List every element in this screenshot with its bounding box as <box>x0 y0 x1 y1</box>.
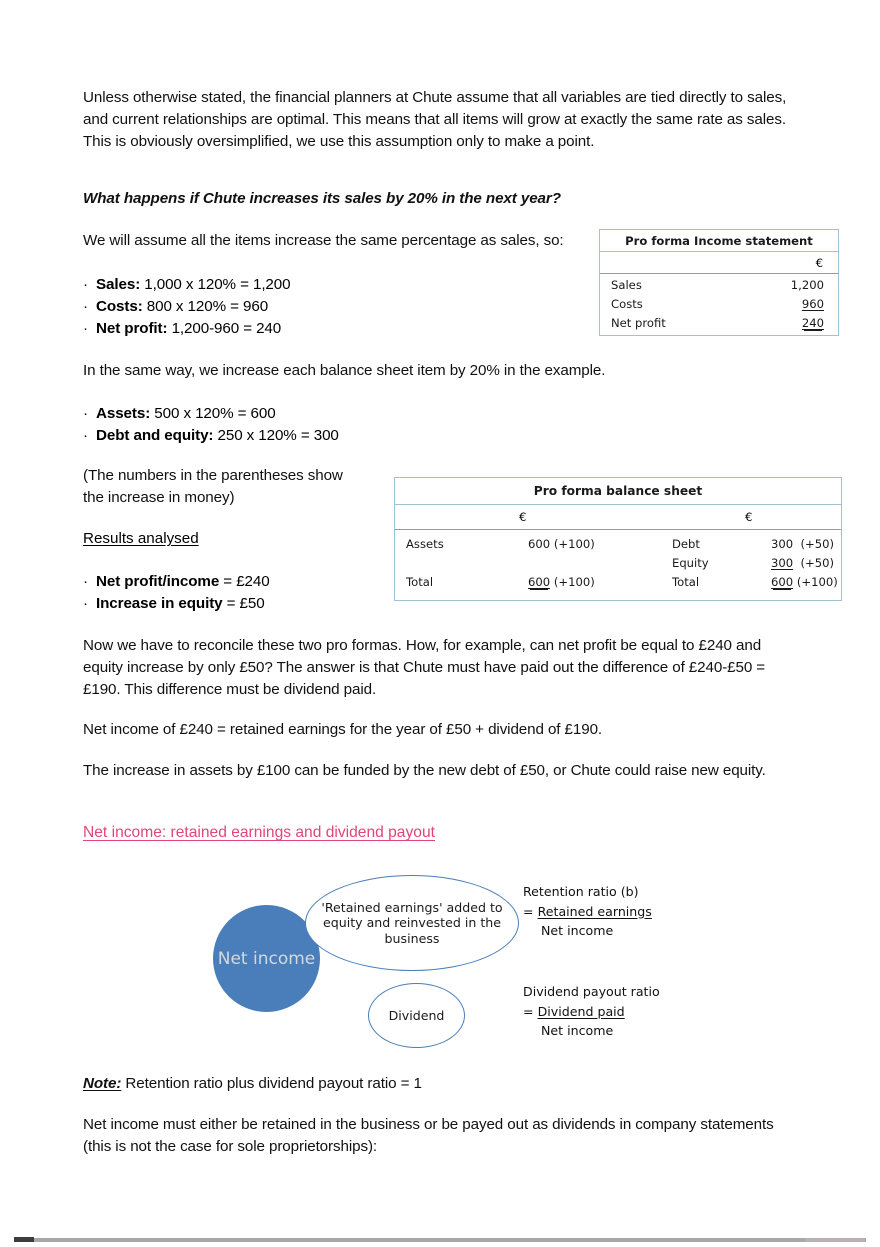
pro-forma-income-statement-table <box>599 229 839 336</box>
table-title: Pro forma balance sheet <box>395 478 841 505</box>
list-item <box>83 403 339 425</box>
currency-symbol-right: € <box>745 510 753 524</box>
amount: 300 <box>771 537 794 551</box>
bottom-scrollbar-thumb[interactable] <box>14 1237 34 1242</box>
section-link-heading[interactable]: Net income: retained earnings and dividend payout <box>83 824 435 841</box>
list-item-lead: Net profit/income <box>96 573 220 590</box>
paragraph-balance-intro: In the same way, we increase each balance sheet item by 20% in the example. <box>83 362 606 379</box>
dividend-payout-ratio-formula <box>523 982 660 1041</box>
note-lead: Note: <box>83 1075 122 1092</box>
row-value-total-right <box>771 575 838 589</box>
results-analysed-heading: Results analysed <box>83 530 199 547</box>
list-item <box>83 318 290 340</box>
table-body <box>600 274 838 335</box>
delta: (+100) <box>553 537 595 551</box>
results-bullet-list <box>83 571 270 615</box>
table-currency-row <box>395 505 841 530</box>
list-item <box>83 425 339 447</box>
table-body <box>395 530 841 600</box>
row-label-equity: Equity <box>672 556 709 570</box>
list-item <box>83 593 270 615</box>
amount: 600 <box>528 575 551 589</box>
retention-ratio-numerator: Retained earnings <box>537 903 652 919</box>
paragraph-assets-increase: The increase in assets by £100 can be funded by the new debt of £50, or Chute could raise new equity. <box>83 762 766 779</box>
amount: 600 <box>528 537 551 551</box>
paragraph-reconcile: Now we have to reconcile these two pro formas. How, for example, can net profit be equal to £240 and equity increase by only £50? The answer is that Chute must have paid out the difference of £240-£50 = £190. This difference must be dividend paid. <box>83 637 766 699</box>
delta: (+50) <box>800 537 835 551</box>
bullet-icon: · <box>83 573 88 590</box>
delta: (+100) <box>796 575 838 589</box>
table-currency-row <box>600 252 838 274</box>
note-line <box>83 1073 798 1095</box>
row-value-assets <box>528 537 595 551</box>
retention-ratio-formula <box>523 882 652 941</box>
question-heading: What happens if Chute increases its sales by 20% in the next year? <box>83 190 561 207</box>
note-rest: Retention ratio plus dividend payout ratio = 1 <box>121 1075 422 1092</box>
bullet-icon: · <box>83 320 88 338</box>
amount: 600 <box>771 575 794 589</box>
list-item-rest: 1,000 x 120% = 1,200 <box>140 276 291 293</box>
list-item-lead: Assets: <box>96 405 151 422</box>
currency-symbol-left: € <box>519 510 527 524</box>
row-label-total-right: Total <box>672 575 700 589</box>
balance-bullet-list <box>83 403 339 447</box>
paragraph-assume: We will assume all the items increase the same percentage as sales, so: <box>83 232 564 249</box>
delta: (+100) <box>553 575 595 589</box>
list-item-rest: 800 x 120% = 960 <box>142 298 269 316</box>
amount: 300 <box>771 556 794 570</box>
table-title: Pro forma Income statement <box>600 230 838 252</box>
list-item-lead: Costs: <box>96 298 143 316</box>
retention-ratio-denominator: Net income <box>541 923 614 938</box>
row-label-debt: Debt <box>672 537 700 551</box>
delta: (+50) <box>800 556 835 570</box>
row-label-sales: Sales <box>611 278 642 292</box>
dividend-payout-ratio-equals: = <box>523 1003 534 1019</box>
double-rule-value: 240 <box>801 316 824 330</box>
retention-ratio-equals: = <box>523 903 534 919</box>
list-item <box>83 571 270 593</box>
row-value-total-left <box>528 575 595 589</box>
net-income-circle: Net income <box>213 905 320 1012</box>
bullet-icon: · <box>83 427 88 445</box>
paragraph-intro: Unless otherwise stated, the financial planners at Chute assume that all variables are tied directly to sales, and current relationships are optimal. This means that all items will grow at exactly the same rate as sales. This is obviously oversimplified, we use this assumption only to make a point. <box>83 89 787 151</box>
bullet-icon: · <box>83 405 88 422</box>
list-item-rest: 1,200-960 = 240 <box>167 320 282 338</box>
income-bullet-list <box>83 274 290 341</box>
paragraph-closing: Net income must either be retained in the business or be payed out as dividends in company statements (this is not the case for sole proprietorships): <box>83 1116 774 1156</box>
retained-earnings-ellipse: 'Retained earnings' added to equity and reinvested in the business <box>305 875 519 971</box>
bullet-icon: · <box>83 298 88 316</box>
list-item-rest: 500 x 120% = 600 <box>150 405 276 422</box>
bullet-icon: · <box>83 276 88 293</box>
dividend-payout-ratio-denominator: Net income <box>541 1023 614 1038</box>
retention-ratio-title: Retention ratio (b) <box>523 884 639 899</box>
row-label-assets: Assets <box>406 537 444 551</box>
row-value-sales: 1,200 <box>790 278 824 292</box>
row-value-equity <box>771 556 834 570</box>
dividend-payout-ratio-title: Dividend payout ratio <box>523 984 660 999</box>
row-label-total-left: Total <box>406 575 434 589</box>
dividend-payout-ratio-numerator: Dividend paid <box>537 1003 625 1019</box>
row-label-costs: Costs <box>611 297 643 311</box>
list-item <box>83 274 290 296</box>
list-item-lead: Increase in equity <box>96 595 223 613</box>
bottom-scrollbar-end <box>805 1238 865 1242</box>
row-value-costs: 960 <box>801 297 824 311</box>
currency-symbol: € <box>815 256 823 270</box>
list-item-rest: = £50 <box>222 595 265 613</box>
list-item-lead: Sales: <box>96 276 141 293</box>
list-item-lead: Debt and equity: <box>96 427 214 445</box>
pro-forma-balance-sheet-table <box>394 477 842 601</box>
list-item-lead: Net profit: <box>96 320 168 338</box>
row-label-net-profit: Net profit <box>611 316 666 330</box>
bottom-scrollbar-track[interactable] <box>14 1238 866 1242</box>
dividend-ellipse: Dividend <box>368 983 465 1048</box>
list-item-rest: 250 x 120% = 300 <box>213 427 339 445</box>
net-income-diagram <box>200 865 720 1055</box>
row-value-net-profit <box>802 316 824 330</box>
paragraph-net-income: Net income of £240 = retained earnings for the year of £50 + dividend of £190. <box>83 721 603 738</box>
list-item <box>83 296 290 318</box>
paragraph-parentheses: (The numbers in the parentheses show the increase in money) <box>83 467 343 507</box>
list-item-rest: = £240 <box>219 573 270 590</box>
bullet-icon: · <box>83 595 88 613</box>
row-value-debt <box>771 537 834 551</box>
